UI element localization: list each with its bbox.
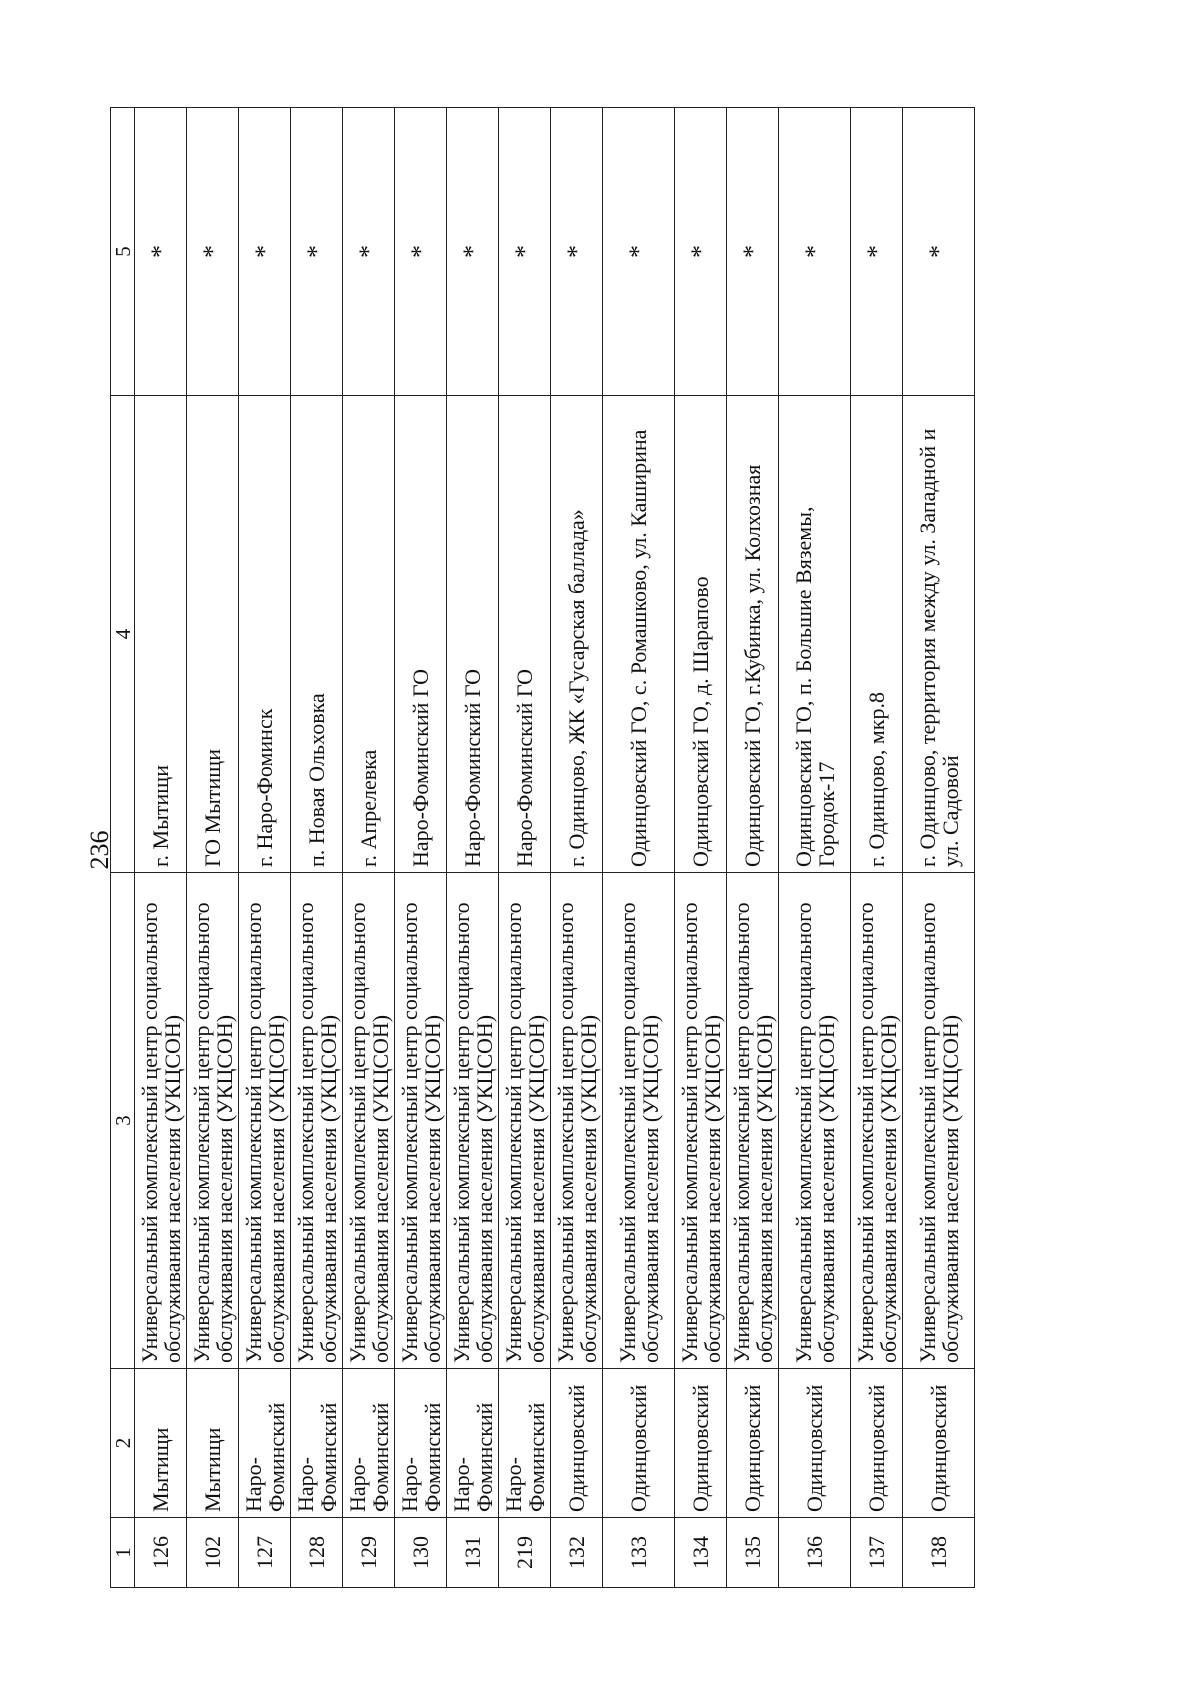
facility-name-cell: Универсальный комплексный центр социального обслуживания населения (УКЦСОН) — [779, 873, 851, 1369]
row-number: 128 — [291, 1518, 343, 1588]
table-row — [499, 108, 551, 1588]
row-number: 129 — [343, 1518, 395, 1588]
row-number: 132 — [551, 1518, 603, 1588]
table-row — [779, 108, 851, 1588]
page-number: 236 — [85, 830, 114, 870]
row-number: 138 — [903, 1518, 975, 1588]
settlement-cell: г. Одинцово, ЖК «Гусарская баллада» — [551, 396, 603, 873]
row-number: 130 — [395, 1518, 447, 1588]
district-cell: Наро-Фоминский — [239, 1369, 291, 1518]
facility-name-cell: Универсальный комплексный центр социального обслуживания населения (УКЦСОН) — [903, 873, 975, 1369]
settlement-cell: Наро-Фоминский ГО — [395, 396, 447, 873]
district-cell: Одинцовский — [603, 1369, 675, 1518]
settlement-cell: г. Одинцово, территория между ул. Западной и ул. Садовой — [903, 396, 975, 873]
table-body — [135, 108, 975, 1588]
settlement-cell: г. Одинцово, мкр.8 — [851, 396, 903, 873]
facility-name-cell: Универсальный комплексный центр социального обслуживания населения (УКЦСОН) — [343, 873, 395, 1369]
district-cell: Наро-Фоминский — [395, 1369, 447, 1518]
district-cell: Наро-Фоминский — [291, 1369, 343, 1518]
table-row — [291, 108, 343, 1588]
facility-name-cell: Универсальный комплексный центр социального обслуживания населения (УКЦСОН) — [851, 873, 903, 1369]
district-cell: Наро-Фоминский — [447, 1369, 499, 1518]
mark-cell: * — [187, 108, 239, 396]
district-cell: Мытищи — [187, 1369, 239, 1518]
district-cell: Одинцовский — [727, 1369, 779, 1518]
mark-cell: * — [551, 108, 603, 396]
settlement-cell: п. Новая Ольховка — [291, 396, 343, 873]
table-row — [551, 108, 603, 1588]
settlement-cell: Наро-Фоминский ГО — [447, 396, 499, 873]
column-header: 3 — [111, 873, 135, 1369]
mark-cell: * — [343, 108, 395, 396]
facility-name-cell: Универсальный комплексный центр социального обслуживания населения (УКЦСОН) — [135, 873, 187, 1369]
table-row — [675, 108, 727, 1588]
settlement-cell: Одинцовский ГО, п. Большие Вяземы, Городок-17 — [779, 396, 851, 873]
mark-cell: * — [675, 108, 727, 396]
table-row — [343, 108, 395, 1588]
row-number: 131 — [447, 1518, 499, 1588]
table-row — [187, 108, 239, 1588]
district-cell: Одинцовский — [675, 1369, 727, 1518]
settlement-cell: Одинцовский ГО, с. Ромашково, ул. Каширина — [603, 396, 675, 873]
facility-name-cell: Универсальный комплексный центр социального обслуживания населения (УКЦСОН) — [727, 873, 779, 1369]
row-number: 136 — [779, 1518, 851, 1588]
row-number: 133 — [603, 1518, 675, 1588]
district-cell: Одинцовский — [903, 1369, 975, 1518]
facility-name-cell: Универсальный комплексный центр социального обслуживания населения (УКЦСОН) — [603, 873, 675, 1369]
mark-cell: * — [727, 108, 779, 396]
settlement-cell: г. Мытищи — [135, 396, 187, 873]
mark-cell: * — [851, 108, 903, 396]
mark-cell: * — [135, 108, 187, 396]
mark-cell: * — [903, 108, 975, 396]
mark-cell: * — [291, 108, 343, 396]
column-number-row — [111, 108, 135, 1588]
mark-cell: * — [447, 108, 499, 396]
row-number: 135 — [727, 1518, 779, 1588]
row-number: 126 — [135, 1518, 187, 1588]
column-header: 1 — [111, 1518, 135, 1588]
row-number: 127 — [239, 1518, 291, 1588]
table-row — [727, 108, 779, 1588]
row-number: 137 — [851, 1518, 903, 1588]
settlement-cell: Одинцовский ГО, д. Шарапово — [675, 396, 727, 873]
facility-name-cell: Универсальный комплексный центр социального обслуживания населения (УКЦСОН) — [551, 873, 603, 1369]
table-row — [135, 108, 187, 1588]
facility-name-cell: Универсальный комплексный центр социального обслуживания населения (УКЦСОН) — [239, 873, 291, 1369]
district-cell: Наро-Фоминский — [499, 1369, 551, 1518]
district-cell: Одинцовский — [551, 1369, 603, 1518]
settlement-cell: г. Наро-Фоминск — [239, 396, 291, 873]
row-number: 102 — [187, 1518, 239, 1588]
table-row — [447, 108, 499, 1588]
table-row — [239, 108, 291, 1588]
mark-cell: * — [239, 108, 291, 396]
facility-name-cell: Универсальный комплексный центр социального обслуживания населения (УКЦСОН) — [675, 873, 727, 1369]
rotated-table-wrapper — [110, 108, 1100, 1588]
facility-name-cell: Универсальный комплексный центр социального обслуживания населения (УКЦСОН) — [447, 873, 499, 1369]
facility-name-cell: Универсальный комплексный центр социального обслуживания населения (УКЦСОН) — [291, 873, 343, 1369]
mark-cell: * — [779, 108, 851, 396]
row-number: 219 — [499, 1518, 551, 1588]
facilities-table — [110, 107, 975, 1588]
table-row — [851, 108, 903, 1588]
settlement-cell: Наро-Фоминский ГО — [499, 396, 551, 873]
settlement-cell: г. Апрелевка — [343, 396, 395, 873]
district-cell: Одинцовский — [851, 1369, 903, 1518]
facility-name-cell: Универсальный комплексный центр социального обслуживания населения (УКЦСОН) — [395, 873, 447, 1369]
column-header: 5 — [111, 108, 135, 396]
mark-cell: * — [499, 108, 551, 396]
facility-name-cell: Универсальный комплексный центр социального обслуживания населения (УКЦСОН) — [187, 873, 239, 1369]
district-cell: Мытищи — [135, 1369, 187, 1518]
mark-cell: * — [603, 108, 675, 396]
settlement-cell: Одинцовский ГО, г.Кубинка, ул. Колхозная — [727, 396, 779, 873]
district-cell: Наро-Фоминский — [343, 1369, 395, 1518]
column-header: 4 — [111, 396, 135, 873]
row-number: 134 — [675, 1518, 727, 1588]
table-row — [603, 108, 675, 1588]
column-header: 2 — [111, 1369, 135, 1518]
district-cell: Одинцовский — [779, 1369, 851, 1518]
table-row — [395, 108, 447, 1588]
table-row — [903, 108, 975, 1588]
settlement-cell: ГО Мытищи — [187, 396, 239, 873]
facility-name-cell: Универсальный комплексный центр социального обслуживания населения (УКЦСОН) — [499, 873, 551, 1369]
mark-cell: * — [395, 108, 447, 396]
